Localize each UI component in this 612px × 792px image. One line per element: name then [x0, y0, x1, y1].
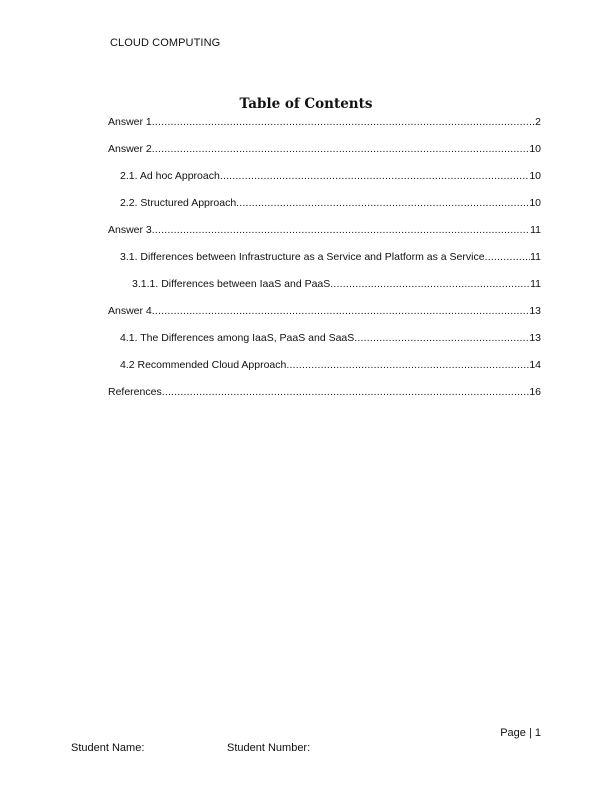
- toc-entry-label: 3.1.1. Differences between IaaS and PaaS: [132, 278, 331, 290]
- table-of-contents: [108, 114, 541, 411]
- dot-leader: [152, 141, 530, 157]
- toc-entry-page: 10: [529, 197, 541, 209]
- dot-leader: [286, 357, 529, 373]
- toc-entry-label: 4.2 Recommended Cloud Approach: [120, 359, 287, 371]
- toc-entry-label: 2.2. Structured Approach: [120, 197, 237, 209]
- toc-entry-iaas-vs-paas-differences[interactable]: [108, 249, 541, 276]
- toc-entry-label: 4.1. The Differences among IaaS, PaaS and SaaS: [120, 332, 355, 344]
- toc-entry-page: 11: [530, 224, 541, 236]
- dot-leader: [330, 276, 530, 292]
- toc-title: Table of Contents: [239, 96, 373, 112]
- toc-entry-page: 10: [529, 170, 541, 182]
- toc-entry-label: References: [108, 386, 162, 398]
- toc-entry-structured-approach[interactable]: [108, 195, 541, 222]
- toc-entry-answer-4[interactable]: [108, 303, 541, 330]
- dot-leader: [236, 195, 529, 211]
- toc-entry-iaas-paas-saas-differences[interactable]: [108, 330, 541, 357]
- dot-leader: [485, 249, 531, 265]
- toc-entry-page: 14: [529, 359, 541, 371]
- page-number: Page | 1: [500, 727, 541, 739]
- toc-entry-label: 2.1. Ad hoc Approach: [120, 170, 220, 182]
- dot-leader: [220, 168, 529, 184]
- toc-entry-label: 3.1. Differences between Infrastructure as a Service and Platform as a Service: [120, 251, 485, 263]
- toc-entry-references[interactable]: [108, 384, 541, 411]
- toc-entry-page: 10: [529, 143, 541, 155]
- student-name-label: Student Name:: [71, 742, 145, 754]
- dot-leader: [354, 330, 529, 346]
- toc-entry-ad-hoc-approach[interactable]: [108, 168, 541, 195]
- running-head: CLOUD COMPUTING: [110, 37, 221, 49]
- toc-entry-label: Answer 2: [108, 143, 152, 155]
- dot-leader: [152, 114, 535, 130]
- page-footer: [71, 742, 311, 754]
- toc-entry-iaas-paas-subsection[interactable]: [108, 276, 541, 303]
- toc-entry-label: Answer 4: [108, 305, 152, 317]
- toc-entry-page: 11: [530, 251, 541, 263]
- dot-leader: [162, 384, 530, 400]
- toc-entry-page: 13: [529, 332, 541, 344]
- dot-leader: [152, 222, 530, 238]
- toc-entry-page: 16: [529, 386, 541, 398]
- toc-entry-label: Answer 3: [108, 224, 152, 236]
- toc-entry-recommended-cloud-approach[interactable]: [108, 357, 541, 384]
- toc-entry-answer-2[interactable]: [108, 141, 541, 168]
- toc-entry-label: Answer 1: [108, 116, 152, 128]
- student-number-label: Student Number:: [227, 742, 311, 754]
- toc-entry-answer-3[interactable]: [108, 222, 541, 249]
- toc-entry-page: 11: [530, 278, 541, 290]
- toc-entry-answer-1[interactable]: [108, 114, 541, 141]
- dot-leader: [152, 303, 530, 319]
- toc-entry-page: 2: [535, 116, 541, 128]
- toc-entry-page: 13: [529, 305, 541, 317]
